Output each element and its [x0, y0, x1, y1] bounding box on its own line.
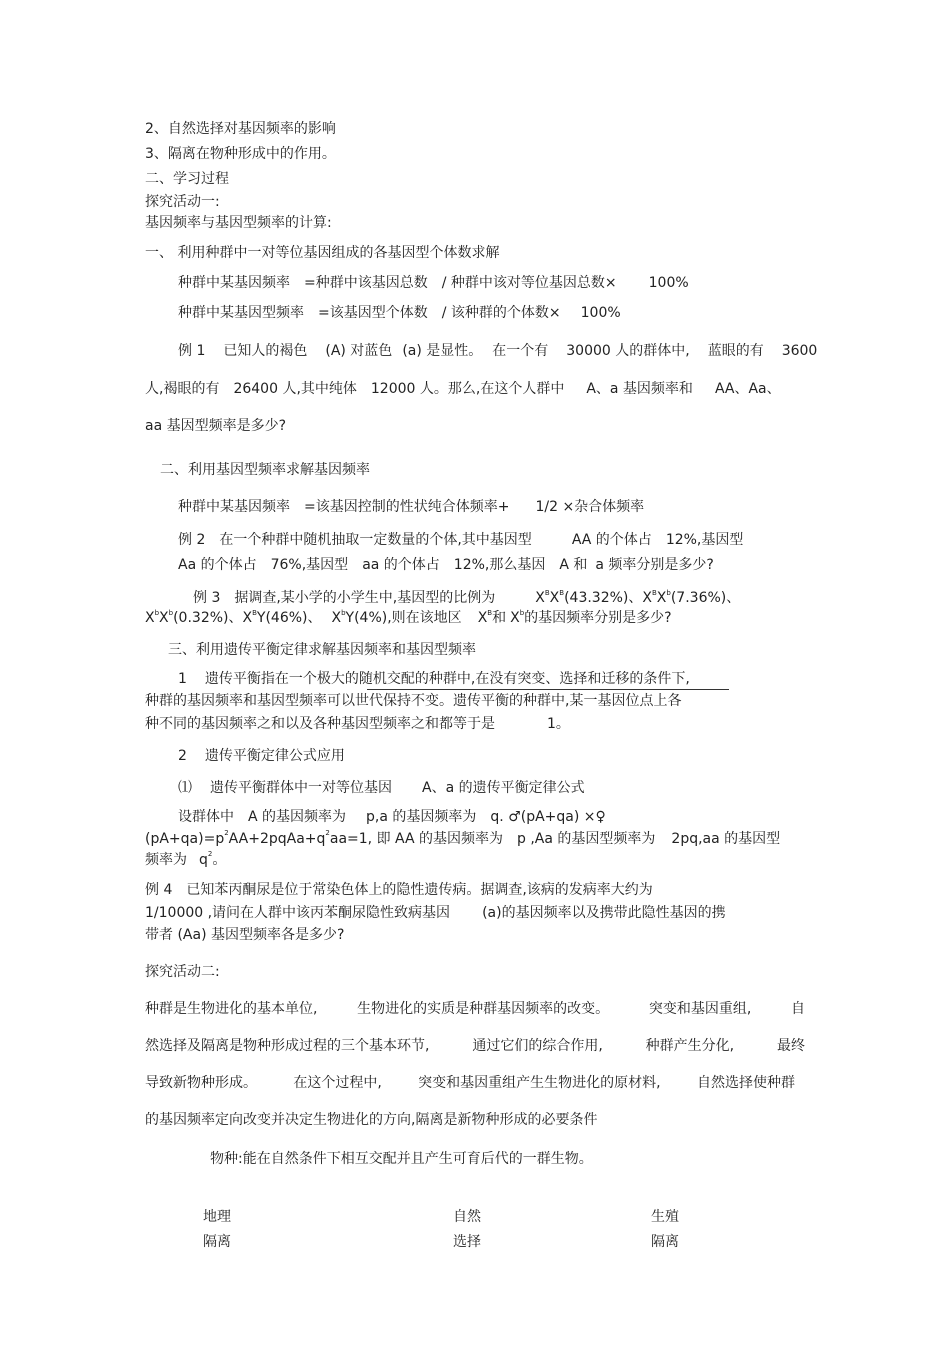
example-1-line-1: 例 1 已知人的褐色 (A) 对蓝色 (a) 是显性。 在一个有 30000 人的群体中, 蓝眼的有 3600 — [178, 343, 818, 359]
example-3-line-1: 例 3 据调查,某小学的小学生中,基因型的比例为 $X^BX^B(43.32\%)$、$X^BX^b(7.36\%)$、 — [193, 589, 741, 606]
col-geographic-isolation: 隔离 — [203, 1234, 231, 1250]
formula-genotype-frequency: 种群中某基因型频率 =该基因型个体数 / 该种群的个体数× 100% — [178, 305, 621, 321]
activity-two-heading: 探究活动二: — [145, 964, 220, 980]
formula-line-1: 设群体中 A 的基因频率为 p,a 的基因频率为 q. ♂(pA+qa) ×♀ — [178, 809, 606, 825]
example-3-line-2: $X^bX^b(0.32\%)$、$X^BY(46\%)$、 $X^bY(4\%)$,则在该地区 $X^B$和 $X^b$的基因频率分别是多少? — [145, 609, 672, 626]
method-three-heading: 三、利用遗传平衡定律求解基因频率和基因型频率 — [168, 642, 476, 658]
summary-line-3: 导致新物种形成。 在这个过程中, 突变和基因重组产生生物进化的原材料, 自然选择使种群 — [145, 1075, 795, 1091]
col-geographic: 地理 — [203, 1209, 231, 1225]
equilibrium-para-line-1: 1 遗传平衡指在一个极大的随机交配的种群中,在没有突变、选择和迁移的条件下, — [178, 671, 690, 687]
example-4-line-1: 例 4 已知苯丙酮尿是位于常染色体上的隐性遗传病。据调查,该病的发病率大约为 — [145, 882, 653, 898]
formula-line-2: $(pA+qa)=p^2AA+2pqAa+q^2aa=1$, 即 AA 的基因频率为 p ,Aa 的基因型频率为 2pq,aa 的基因型 — [145, 829, 781, 847]
objective-2: 2、自然选择对基因频率的影响 — [145, 121, 336, 137]
example-4-line-2: 1/10000 ,请问在人群中该丙苯酮尿隐性致病基因 (a)的基因频率以及携带此隐性基因的携 — [145, 905, 726, 921]
col-reproductive: 生殖 — [651, 1209, 679, 1225]
example-4-line-3: 带者 (Aa) 基因型频率各是多少? — [145, 927, 345, 943]
underline — [367, 689, 729, 690]
summary-line-1: 种群是生物进化的基本单位, 生物进化的实质是种群基因频率的改变。 突变和基因重组, 自 — [145, 1001, 805, 1017]
equilibrium-para-line-3: 种不同的基因频率之和以及各种基因型频率之和都等于是 1。 — [145, 716, 570, 732]
activity-one-heading: 探究活动一: — [145, 194, 220, 210]
species-definition: 物种:能在自然条件下相互交配并且产生可育后代的一群生物。 — [210, 1151, 593, 1167]
summary-line-2: 然选择及隔离是物种形成过程的三个基本环节, 通过它们的综合作用, 种群产生分化, 最终 — [145, 1038, 805, 1054]
formula-subheading: ⑴ 遗传平衡群体中一对等位基因 A、a 的遗传平衡定律公式 — [178, 780, 585, 796]
col-natural-selection: 选择 — [453, 1234, 481, 1250]
method-two-heading: 二、利用基因型频率求解基因频率 — [160, 462, 370, 478]
example-1-line-3: aa 基因型频率是多少? — [145, 418, 287, 434]
objective-3: 3、隔离在物种形成中的作用。 — [145, 146, 336, 162]
calc-heading: 基因频率与基因型频率的计算: — [145, 215, 332, 231]
formula-application-heading: 2 遗传平衡定律公式应用 — [178, 748, 345, 764]
example-2-line-2: Aa 的个体占 76%,基因型 aa 的个体占 12%,那么基因 A 和 a 频率分别是多少? — [178, 557, 714, 573]
col-reproductive-isolation: 隔离 — [651, 1234, 679, 1250]
example-2-line-1: 例 2 在一个种群中随机抽取一定数量的个体,其中基因型 AA 的个体占 12%,基因型 — [178, 532, 744, 548]
col-natural: 自然 — [453, 1209, 481, 1225]
example-1-line-2: 人,褐眼的有 26400 人,其中纯体 12000 人。那么,在这个人群中 A、a 基因频率和 AA、Aa、 — [145, 381, 781, 397]
formula-line-3: 频率为 $q^2$。 — [145, 850, 227, 868]
section-heading-learning-process: 二、学习过程 — [145, 171, 229, 187]
summary-line-4: 的基因频率定向改变并决定生物进化的方向,隔离是新物种形成的必要条件 — [145, 1112, 598, 1128]
formula-gene-from-genotype: 种群中某基因频率 =该基因控制的性状纯合体频率+ 1/2 ×杂合体频率 — [178, 499, 645, 515]
equilibrium-para-line-2: 种群的基因频率和基因型频率可以世代保持不变。遗传平衡的种群中,某一基因位点上各 — [145, 693, 682, 709]
method-one-heading: 一、 利用种群中一对等位基因组成的各基因型个体数求解 — [145, 245, 500, 261]
formula-gene-frequency: 种群中某基因频率 =种群中该基因总数 / 种群中该对等位基因总数× 100% — [178, 275, 689, 291]
